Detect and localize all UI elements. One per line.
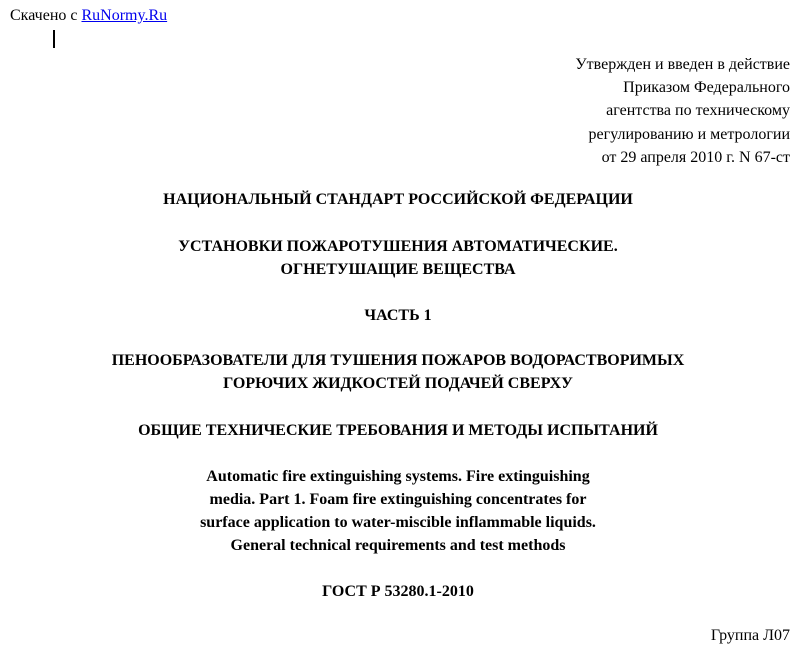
document-title xyxy=(0,235,796,281)
group-label: Группа Л07 xyxy=(710,627,790,644)
english-title-line: General technical requirements and test methods xyxy=(230,537,566,554)
subtitle-line: ПЕНООБРАЗОВАТЕЛИ ДЛЯ ТУШЕНИЯ ПОЖАРОВ ВОДОРАСТВОРИМЫХ xyxy=(111,352,685,369)
english-title xyxy=(0,465,796,557)
english-title-line: surface application to water-miscible inflammable liquids. xyxy=(200,514,596,531)
standard-heading-text: НАЦИОНАЛЬНЫЙ СТАНДАРТ РОССИЙСКОЙ ФЕДЕРАЦИИ xyxy=(163,191,633,208)
requirements-heading xyxy=(0,419,796,442)
download-source-line xyxy=(10,6,167,26)
english-title-line: Automatic fire extinguishing systems. Fire extinguishing xyxy=(206,468,590,485)
gost-number xyxy=(0,580,796,603)
standard-heading xyxy=(0,188,796,211)
part-heading xyxy=(0,304,796,327)
english-title-line: media. Part 1. Foam fire extinguishing concentrates for xyxy=(209,491,587,508)
download-prefix-text: Скачено с xyxy=(10,7,78,24)
approval-line: Приказом Федерального xyxy=(623,79,790,97)
part-heading-text: ЧАСТЬ 1 xyxy=(364,307,432,324)
subtitle-line: ГОРЮЧИХ ЖИДКОСТЕЙ ПОДАЧЕЙ СВЕРХУ xyxy=(223,375,573,392)
title-line: ОГНЕТУШАЩИЕ ВЕЩЕСТВА xyxy=(280,261,516,278)
title-line: УСТАНОВКИ ПОЖАРОТУШЕНИЯ АВТОМАТИЧЕСКИЕ. xyxy=(178,238,618,255)
approval-line: агентства по техническому xyxy=(606,102,790,120)
approval-line: Утвержден и введен в действие xyxy=(575,56,790,73)
approval-block xyxy=(575,53,790,169)
approval-line: от 29 апреля 2010 г. N 67-ст xyxy=(601,148,790,166)
runormy-link[interactable]: RuNormy.Ru xyxy=(81,7,168,24)
document-subtitle xyxy=(0,349,796,395)
text-cursor xyxy=(53,30,55,48)
approval-line: регулированию и метрологии xyxy=(588,125,790,143)
requirements-heading-text: ОБЩИЕ ТЕХНИЧЕСКИЕ ТРЕБОВАНИЯ И МЕТОДЫ ИСПЫТАНИЙ xyxy=(138,422,658,439)
gost-number-text: ГОСТ Р 53280.1-2010 xyxy=(322,583,474,600)
